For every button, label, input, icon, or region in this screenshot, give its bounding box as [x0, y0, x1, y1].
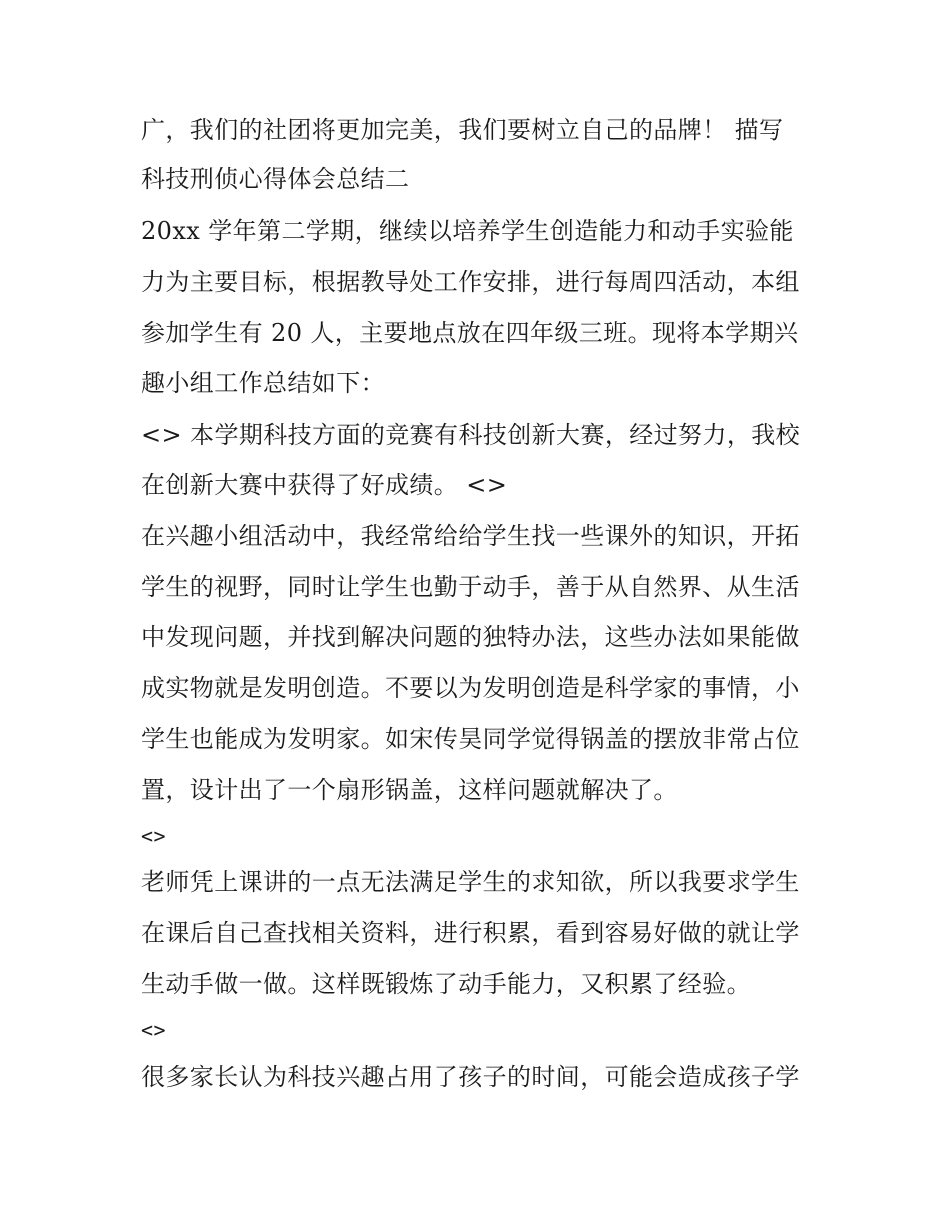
text-line: 学生的视野，同时让学生也勤于动手，善于从自然界、从生活 [141, 573, 800, 601]
text-line: 很多家长认为科技兴趣占用了孩子的时间，可能会造成孩子学 [141, 1063, 800, 1091]
text-line: 20xx 学年第二学期，继续以培养学生创造能力和动手实验能 [141, 217, 794, 245]
section-heading: 科技刑侦心得体会总结二 [141, 165, 410, 193]
text-line: 中发现问题，并找到解决问题的独特办法，这些办法如果能做 [141, 623, 800, 651]
text-line: 老师凭上课讲的一点无法满足学生的求知欲，所以我要求学生 [141, 868, 800, 896]
text-line: 在课后自己查找相关资料，进行积累，看到容易好做的就让学 [141, 919, 800, 947]
text-line: 广，我们的社团将更加完美，我们要树立自己的品牌！ 描写 [141, 116, 784, 144]
text-line: 参加学生有 20 人，主要地点放在四年级三班。现将本学期兴 [141, 319, 799, 347]
text-line: <> 本学期科技方面的竞赛有科技创新大赛，经过努力，我校 [141, 421, 801, 449]
separator-mark: <> [141, 824, 166, 848]
text-line: 趣小组工作总结如下： [141, 369, 385, 397]
text-line: 置，设计出了一个扇形锅盖，这样问题就解决了。 [141, 776, 678, 804]
text-line: 成实物就是发明创造。不要以为发明创造是科学家的事情，小 [141, 674, 800, 702]
text-line: 力为主要目标，根据教导处工作安排，进行每周四活动，本组 [141, 268, 800, 296]
text-line: 在创新大赛中获得了好成绩。 <> [141, 471, 508, 499]
text-line: 生动手做一做。这样既锻炼了动手能力，又积累了经验。 [141, 970, 751, 998]
text-line: 在兴趣小组活动中，我经常给给学生找一些课外的知识，开拓 [141, 522, 800, 550]
text-line: 学生也能成为发明家。如宋传昊同学觉得锅盖的摆放非常占位 [141, 725, 800, 753]
separator-mark: <> [141, 1018, 166, 1042]
